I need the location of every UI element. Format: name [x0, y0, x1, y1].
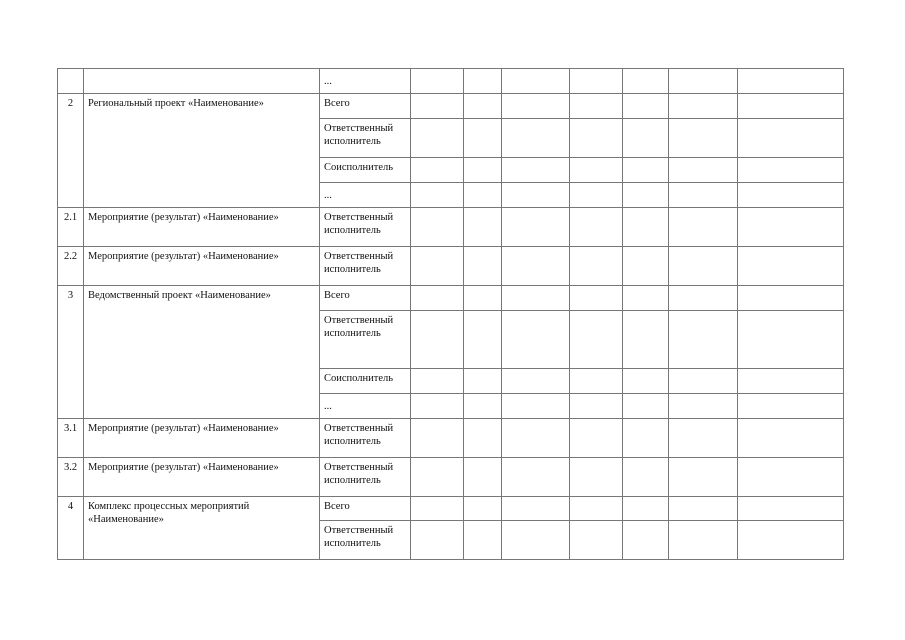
value-cell	[464, 247, 502, 286]
value-cell	[464, 458, 502, 497]
row-name: Региональный проект «Наименование»	[84, 94, 320, 208]
value-cell	[464, 183, 502, 208]
value-cell	[738, 286, 844, 311]
row-number: 3	[58, 286, 84, 419]
value-cell	[738, 369, 844, 394]
value-cell	[464, 208, 502, 247]
value-cell	[570, 311, 623, 369]
value-cell	[411, 497, 464, 521]
value-cell	[502, 183, 570, 208]
value-cell	[502, 497, 570, 521]
row-name: Мероприятие (результат) «Наименование»	[84, 458, 320, 497]
row-number	[58, 69, 84, 94]
value-cell	[570, 69, 623, 94]
value-cell	[623, 369, 669, 394]
value-cell	[464, 419, 502, 458]
value-cell	[669, 458, 738, 497]
row-number: 3.2	[58, 458, 84, 497]
total-label: Всего	[320, 497, 411, 521]
value-cell	[623, 247, 669, 286]
value-cell	[669, 208, 738, 247]
value-cell	[738, 158, 844, 183]
value-cell	[502, 69, 570, 94]
value-cell	[623, 311, 669, 369]
table-row	[58, 94, 844, 119]
value-cell	[570, 119, 623, 158]
value-cell	[464, 94, 502, 119]
table-row	[58, 69, 844, 94]
ellipsis-cell: ...	[320, 69, 411, 94]
value-cell	[623, 419, 669, 458]
value-cell	[623, 208, 669, 247]
value-cell	[570, 158, 623, 183]
total-label: Всего	[320, 94, 411, 119]
responsible-label: Ответственный исполнитель	[320, 247, 411, 286]
value-cell	[669, 497, 738, 521]
value-cell	[570, 247, 623, 286]
value-cell	[502, 247, 570, 286]
value-cell	[738, 521, 844, 560]
value-cell	[411, 119, 464, 158]
value-cell	[570, 521, 623, 560]
value-cell	[411, 183, 464, 208]
value-cell	[623, 458, 669, 497]
value-cell	[623, 183, 669, 208]
value-cell	[738, 208, 844, 247]
value-cell	[669, 419, 738, 458]
value-cell	[738, 119, 844, 158]
value-cell	[669, 94, 738, 119]
value-cell	[623, 497, 669, 521]
value-cell	[411, 286, 464, 311]
value-cell	[669, 247, 738, 286]
value-cell	[502, 208, 570, 247]
value-cell	[570, 497, 623, 521]
value-cell	[623, 158, 669, 183]
table-row	[58, 419, 844, 458]
value-cell	[669, 286, 738, 311]
row-name: Ведомственный проект «Наименование»	[84, 286, 320, 419]
value-cell	[738, 497, 844, 521]
value-cell	[464, 311, 502, 369]
responsible-label: Ответственный исполнитель	[320, 419, 411, 458]
row-name	[84, 69, 320, 94]
responsible-label: Ответственный исполнитель	[320, 208, 411, 247]
value-cell	[502, 419, 570, 458]
value-cell	[502, 394, 570, 419]
row-number: 2	[58, 94, 84, 208]
table-row	[58, 458, 844, 497]
value-cell	[464, 286, 502, 311]
value-cell	[464, 119, 502, 158]
coexecutor-label: Соисполнитель	[320, 369, 411, 394]
value-cell	[464, 521, 502, 560]
value-cell	[669, 69, 738, 94]
table-row	[58, 247, 844, 286]
value-cell	[738, 183, 844, 208]
value-cell	[464, 394, 502, 419]
value-cell	[738, 311, 844, 369]
value-cell	[738, 419, 844, 458]
value-cell	[411, 394, 464, 419]
value-cell	[570, 369, 623, 394]
responsible-label: Ответственный исполнитель	[320, 521, 411, 560]
value-cell	[738, 458, 844, 497]
ellipsis-cell: ...	[320, 394, 411, 419]
value-cell	[738, 69, 844, 94]
value-cell	[411, 208, 464, 247]
value-cell	[502, 286, 570, 311]
coexecutor-label: Соисполнитель	[320, 158, 411, 183]
value-cell	[623, 286, 669, 311]
value-cell	[623, 521, 669, 560]
table-row	[58, 497, 844, 521]
value-cell	[464, 69, 502, 94]
value-cell	[669, 158, 738, 183]
value-cell	[570, 94, 623, 119]
value-cell	[411, 69, 464, 94]
value-cell	[570, 183, 623, 208]
value-cell	[570, 394, 623, 419]
value-cell	[411, 419, 464, 458]
value-cell	[738, 394, 844, 419]
row-number: 4	[58, 497, 84, 560]
row-number: 2.2	[58, 247, 84, 286]
value-cell	[669, 311, 738, 369]
value-cell	[411, 158, 464, 183]
value-cell	[464, 158, 502, 183]
value-cell	[502, 369, 570, 394]
value-cell	[502, 458, 570, 497]
row-name: Мероприятие (результат) «Наименование»	[84, 247, 320, 286]
value-cell	[623, 119, 669, 158]
value-cell	[502, 94, 570, 119]
value-cell	[738, 94, 844, 119]
value-cell	[411, 247, 464, 286]
value-cell	[623, 94, 669, 119]
row-number: 3.1	[58, 419, 84, 458]
value-cell	[669, 119, 738, 158]
value-cell	[411, 458, 464, 497]
total-label: Всего	[320, 286, 411, 311]
value-cell	[570, 208, 623, 247]
value-cell	[623, 394, 669, 419]
row-number: 2.1	[58, 208, 84, 247]
responsible-label: Ответственный исполнитель	[320, 458, 411, 497]
value-cell	[411, 521, 464, 560]
value-cell	[669, 369, 738, 394]
value-cell	[464, 497, 502, 521]
row-name: Комплекс процессных мероприятий «Наименование»	[84, 497, 320, 560]
value-cell	[623, 69, 669, 94]
value-cell	[502, 521, 570, 560]
row-name: Мероприятие (результат) «Наименование»	[84, 208, 320, 247]
value-cell	[570, 419, 623, 458]
table-row	[58, 208, 844, 247]
value-cell	[570, 286, 623, 311]
value-cell	[411, 94, 464, 119]
value-cell	[738, 247, 844, 286]
ellipsis-cell: ...	[320, 183, 411, 208]
row-name: Мероприятие (результат) «Наименование»	[84, 419, 320, 458]
budget-table	[57, 68, 844, 560]
value-cell	[669, 521, 738, 560]
value-cell	[464, 369, 502, 394]
value-cell	[411, 311, 464, 369]
table-row	[58, 286, 844, 311]
value-cell	[411, 369, 464, 394]
responsible-label: Ответственный исполнитель	[320, 119, 411, 158]
value-cell	[669, 183, 738, 208]
value-cell	[502, 119, 570, 158]
value-cell	[502, 311, 570, 369]
value-cell	[669, 394, 738, 419]
value-cell	[570, 458, 623, 497]
responsible-label: Ответственный исполнитель	[320, 311, 411, 369]
value-cell	[502, 158, 570, 183]
